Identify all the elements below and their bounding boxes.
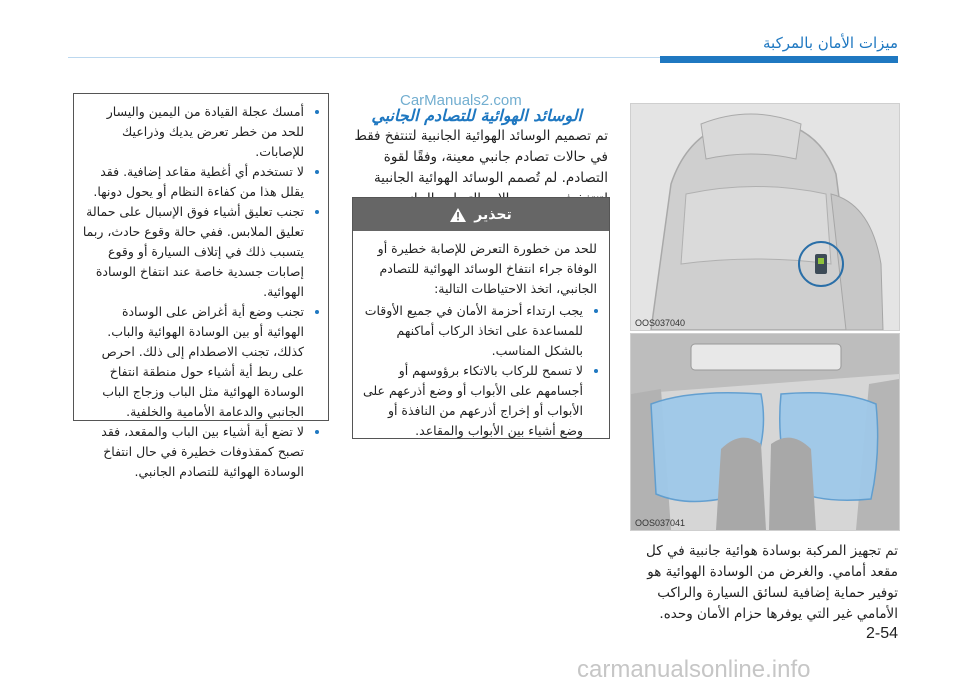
page-number: 2-54 xyxy=(865,625,898,642)
warning-body xyxy=(353,231,609,441)
warning-header xyxy=(353,198,609,231)
section-title: الوسائد الهوائية للتصادم الجانبي xyxy=(371,106,582,125)
watermark-top: CarManuals2.com xyxy=(400,92,522,109)
warning-list xyxy=(363,301,597,441)
figure-code: OOS037040 xyxy=(635,318,686,328)
warning-intro: للحد من خطورة التعرض للإصابة خطيرة أو الوفاة جراء انتفاخ الوسائد الهوائية للتصادم الجانبي، اتخذ الاحتياطات التالية: xyxy=(377,241,597,296)
intro-paragraph: تم تجهيز المركبة بوسادة هوائية جانبية في كل مقعد أمامي. والغرض من الوسادة الهوائية هو توفير حماية إضافية لسائق السيارة والراكب الأمامي غير التي يوفرها حزام الأمان وحده. xyxy=(646,543,898,622)
header-accent-bar xyxy=(660,56,898,63)
note-item: • تجنب تعليق أشياء فوق الإسبال على حمالة تعليق الملابس. ففي حالة وقوع حادث، ربما يتسبب ذلك في إتلاف السيارة أو وقوع إصابات جسدية خاصة عند انتفاخ الوسادة الهوائية. xyxy=(82,202,304,302)
section-paragraph: تم تصميم الوسائد الهوائية الجانبية لتنتفخ فقط في حالات تصادم جانبي معينة، وفقًا لقوة التصادم. لم تُصمم الوسائد الهوائية الجانبية xyxy=(354,128,608,186)
warning-box xyxy=(352,197,610,439)
note-item: • لا تضع أية أشياء بين الباب والمقعد، فقد تصبح كمقذوفات خطيرة في حال انتفاخ الوسادة الهوائية للتصادم الجانبي. xyxy=(82,422,304,482)
figure-code: OOS037041 xyxy=(635,518,686,528)
warning-label: تحذير xyxy=(474,206,512,223)
note-item: • أمسك عجلة القيادة من اليمين واليسار للحد من خطر تعرض يديك وذراعيك للإصابات. xyxy=(82,102,304,162)
cabin-airbag-figure xyxy=(630,333,900,531)
notes-box xyxy=(73,93,329,479)
seat-airbag-figure xyxy=(630,103,900,331)
page-header-title: ميزات الأمان بالمركبة xyxy=(763,34,898,52)
note-item: • لا تستخدم أي أغطية مقاعد إضافية. فقد يقلل هذا من كفاءة النظام أو يحول دونها. xyxy=(82,162,304,202)
notes-list xyxy=(82,102,318,482)
note-item: • تجنب وضع أية أغراض على الوسادة الهوائية أو بين الوسادة الهوائية والباب. كذلك، تجنب الاصطدام إلى ذلك. احرص على ربط أية أشياء حول منطقة انتفاخ الوسادة الهوائية مثل الباب وزجاج الباب الجانبي والدعامة الأمامية والخلفية. xyxy=(82,302,304,422)
cabin-illustration xyxy=(631,334,899,530)
warning-item: • يجب ارتداء أحزمة الأمان في جميع الأوقات للمساعدة على اتخاذ الركاب أماكنهم بالشكل المناسب. xyxy=(363,301,583,361)
warning-item: • لا تسمح للركاب بالاتكاء برؤوسهم أو أجسامهم على الأبواب أو وضع أذرعهم على الأبواب أو إخراج أذرعهم من النافذة أو وضع أشياء بين الأبواب والمقاعد. xyxy=(363,361,583,441)
seat-illustration xyxy=(631,104,899,330)
warning-triangle-icon xyxy=(450,208,466,222)
watermark-bottom: carmanualsonline.info xyxy=(577,656,811,683)
